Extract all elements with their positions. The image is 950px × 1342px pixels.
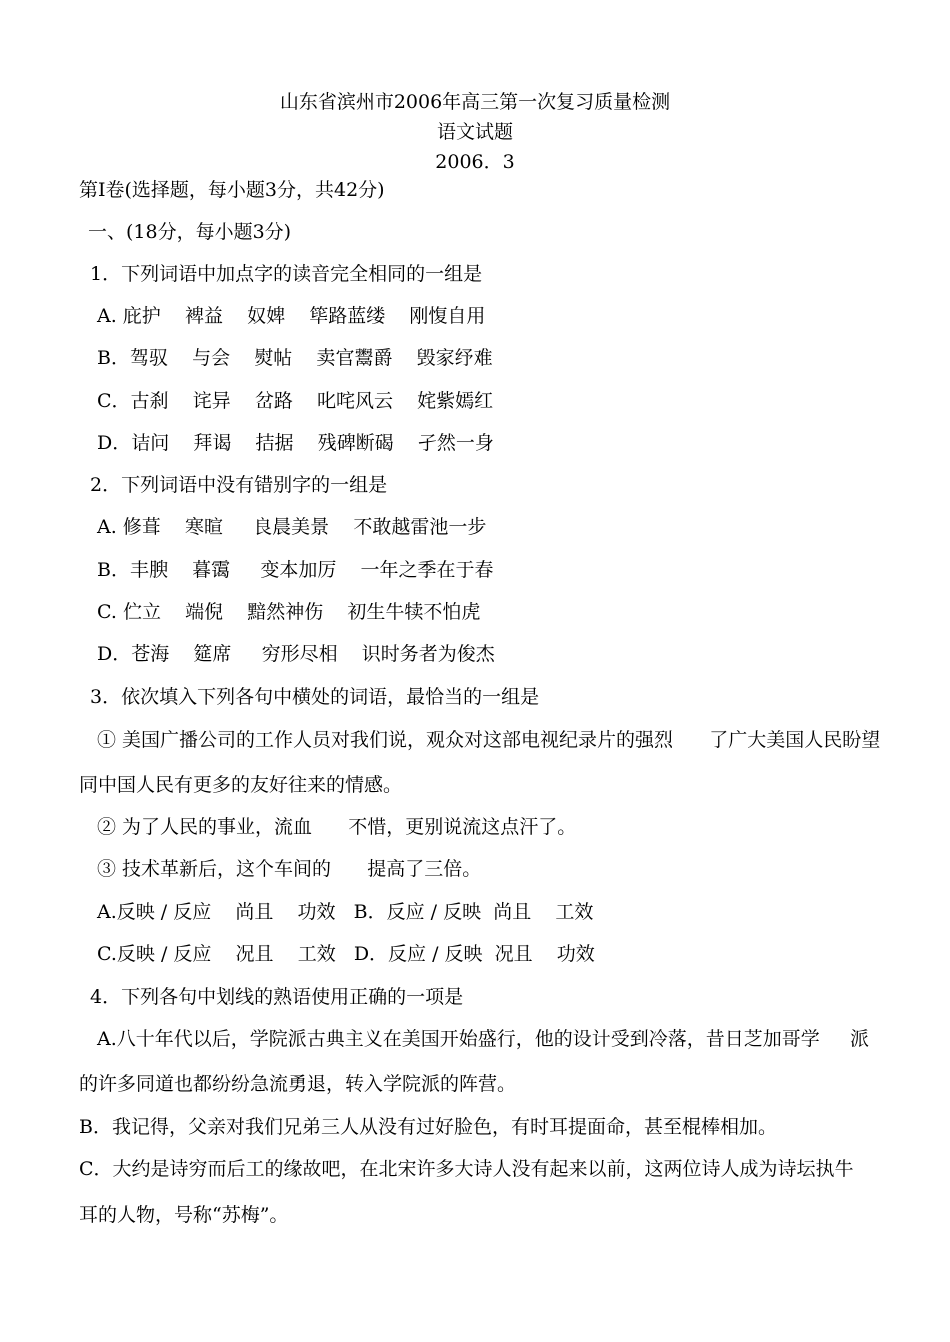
q1-option-b: B．驾驭 与会 熨帖 卖官鬻爵 毁家纾难 xyxy=(97,347,493,369)
exam-date: 2006．3 xyxy=(435,151,515,173)
q2-option-b: B．丰腴 暮霭 变本加厉 一年之季在于春 xyxy=(97,559,494,581)
q1-option-d: D．诘问 拜谒 拮据 残碑断碣 孑然一身 xyxy=(97,432,494,454)
q3-sentence-1-cont: 同中国人民有更多的友好往来的情感。 xyxy=(79,774,403,796)
q3-options-cd: C.反映 / 反应 况且 工效 D．反应 / 反映 况且 功效 xyxy=(97,943,595,965)
part-heading: 一、(18分，每小题3分) xyxy=(88,221,292,243)
q3-stem: 3．依次填入下列各句中横处的词语，最恰当的一组是 xyxy=(90,686,540,708)
q3-sentence-3: ③ 技术革新后，这个车间的 提高了三倍。 xyxy=(97,858,482,880)
q1-option-c: C．古刹 诧异 岔路 叱咤风云 姹紫嫣红 xyxy=(97,390,494,412)
q2-stem: 2．下列词语中没有错别字的一组是 xyxy=(90,474,388,496)
q3-options-ab: A.反映 / 反应 尚且 功效 B．反应 / 反映 尚且 工效 xyxy=(97,901,594,923)
q1-stem: 1．下列词语中加点字的读音完全相同的一组是 xyxy=(90,263,483,285)
q3-sentence-2: ② 为了人民的事业，流血 不惜，更别说流这点汗了。 xyxy=(97,816,577,838)
exam-title: 山东省滨州市2006年高三第一次复习质量检测 xyxy=(279,91,671,113)
q4-option-b: B．我记得，父亲对我们兄弟三人从没有过好脸色，有时耳提面命，甚至棍棒相加。 xyxy=(79,1116,777,1138)
q1-option-a: A. 庇护 裨益 奴婢 筚路蓝缕 刚愎自用 xyxy=(97,305,486,327)
q2-option-a: A. 修葺 寒暄 良晨美景 不敢越雷池一步 xyxy=(97,516,487,538)
q2-option-c: C. 伫立 端倪 黯然神伤 初生牛犊不怕虎 xyxy=(97,601,481,623)
q4-stem: 4．下列各句中划线的熟语使用正确的一项是 xyxy=(90,986,464,1008)
q4-option-c-cont: 耳的人物，号称“苏梅”。 xyxy=(79,1204,289,1226)
exam-subtitle: 语文试题 xyxy=(436,121,513,143)
q4-option-a-cont: 的许多同道也都纷纷急流勇退，转入学院派的阵营。 xyxy=(79,1073,517,1095)
q2-option-d: D．苍海 筵席 穷形尽相 识时务者为俊杰 xyxy=(97,643,495,665)
q3-sentence-1: ① 美国广播公司的工作人员对我们说，观众对这部电视纪录片的强烈 了广大美国人民盼望 xyxy=(97,729,881,751)
section-heading: 第Ⅰ卷(选择题，每小题3分，共42分) xyxy=(79,179,385,201)
q4-option-c: C．大约是诗穷而后工的缘故吧，在北宋许多大诗人没有起来以前，这两位诗人成为诗坛执牛 xyxy=(79,1158,854,1180)
q4-option-a: A.八十年代以后，学院派古典主义在美国开始盛行，他的设计受到冷落，昔日芝加哥学 派 xyxy=(97,1028,869,1050)
